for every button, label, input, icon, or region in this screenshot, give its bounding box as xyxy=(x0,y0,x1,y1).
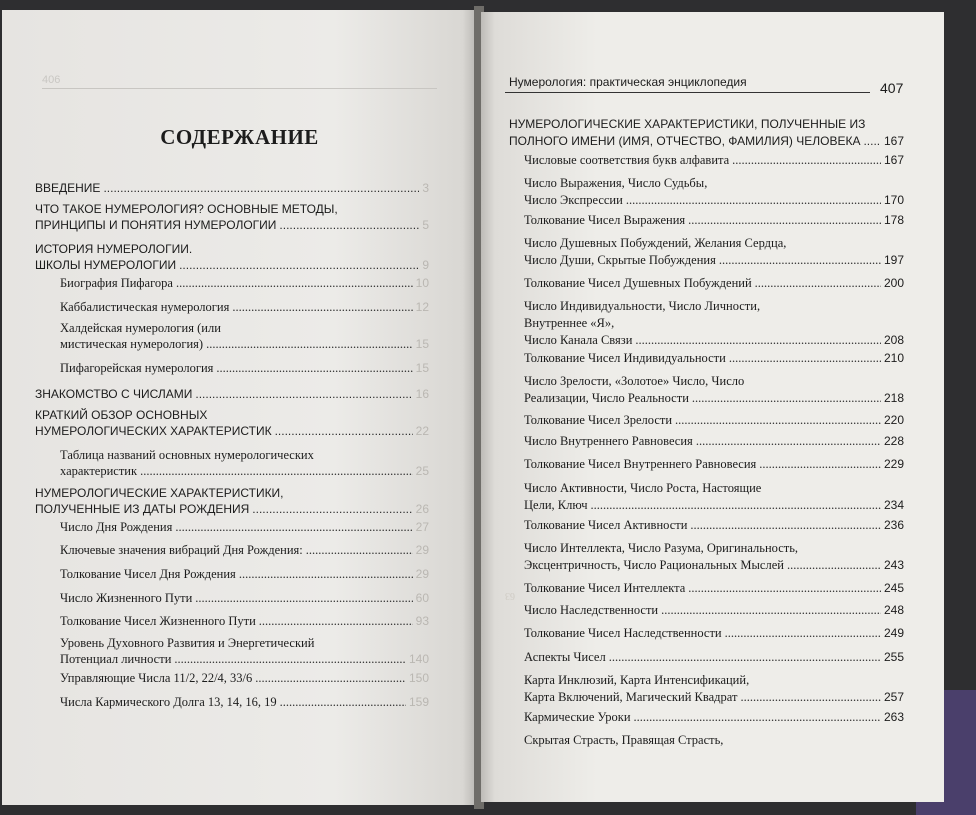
dot-leader xyxy=(174,651,406,667)
toc-entry-text: Карта Инклюзий, Карта Интенсификаций, xyxy=(524,673,750,687)
toc-entry xyxy=(60,670,429,686)
toc-entry xyxy=(524,709,904,726)
toc-entry-text: Число Дня Рождения xyxy=(60,520,173,534)
toc-page-number: 9 xyxy=(422,258,429,272)
toc-entry-text: Число Души, Скрытые Побуждения xyxy=(524,253,716,267)
toc-entry-text: Уровень Духовного Развития и Энергетический xyxy=(60,636,315,650)
dot-leader xyxy=(206,336,413,352)
toc-entry xyxy=(524,580,904,597)
toc-entry xyxy=(35,386,429,402)
show-through-rule xyxy=(42,78,437,89)
show-through-page-number: 406 xyxy=(42,74,61,86)
toc-entry-text: Толкование Чисел Интеллекта xyxy=(524,581,686,595)
dot-leader xyxy=(275,423,413,439)
toc-page-number: 22 xyxy=(415,424,429,438)
toc-entry-text: НУМЕРОЛОГИЧЕСКИЕ ХАРАКТЕРИСТИКИ, xyxy=(35,486,284,500)
toc-entry-text: Число Активности, Число Роста, Настоящие xyxy=(524,481,762,495)
dot-leader xyxy=(759,456,881,473)
dot-leader xyxy=(216,360,412,376)
dot-leader xyxy=(787,557,881,574)
toc-entry-text: ПОЛУЧЕННЫЕ ИЗ ДАТЫ РОЖДЕНИЯ xyxy=(35,502,250,516)
toc-entry-text: Число Канала Связи xyxy=(524,333,633,347)
dot-leader xyxy=(176,275,413,291)
right-page xyxy=(481,12,944,802)
toc-entry xyxy=(60,299,429,315)
toc-entry-text: Ключевые значения вибраций Дня Рождения: xyxy=(60,543,303,557)
toc-entry xyxy=(524,275,904,292)
toc-entry-text: Числовые соответствия букв алфавита xyxy=(524,153,730,167)
toc-entry-text: Число Душевных Побуждений, Желания Сердца, xyxy=(524,236,787,250)
toc-entry-text: Кармические Уроки xyxy=(524,710,631,724)
toc-entry-text: ВВЕДЕНИЕ xyxy=(35,181,101,195)
dot-leader xyxy=(232,299,412,315)
dot-leader xyxy=(719,252,881,269)
dot-leader xyxy=(179,257,419,273)
toc-entry xyxy=(524,175,904,209)
toc-page-number: 178 xyxy=(883,213,904,227)
toc-entry-text: Толкование Чисел Наследственности xyxy=(524,626,722,640)
toc-entry-text: Управляющие Числа 11/2, 22/4, 33/6 xyxy=(60,671,253,685)
toc-page-number: 29 xyxy=(415,567,429,581)
toc-entry-text: ПОЛНОГО ИМЕНИ (ИМЯ, ОТЧЕСТВО, ФАМИЛИЯ) ЧЕЛОВЕКА xyxy=(509,134,861,148)
toc-page-number: 27 xyxy=(415,520,429,534)
toc-entry-text: Числа Кармического Долга 13, 14, 16, 19 xyxy=(60,695,277,709)
dot-leader xyxy=(661,602,881,619)
toc-entry xyxy=(60,635,429,667)
dot-leader xyxy=(195,590,412,606)
toc-page-number: 5 xyxy=(422,218,429,232)
dot-leader xyxy=(103,180,419,196)
dot-leader xyxy=(626,192,881,209)
toc-entry-text: Число Наследственности xyxy=(524,603,659,617)
toc-entry xyxy=(60,566,429,582)
dot-leader xyxy=(195,386,412,402)
toc-entry-text: ЧТО ТАКОЕ НУМЕРОЛОГИЯ? ОСНОВНЫЕ МЕТОДЫ, xyxy=(35,202,338,216)
toc-entry xyxy=(524,350,904,367)
toc-page-number: 234 xyxy=(883,498,904,512)
toc-page-number: 150 xyxy=(408,671,429,685)
toc-entry-text: Халдейская нумерология (или xyxy=(60,321,221,335)
toc-entry xyxy=(524,732,904,749)
toc-page-number: 263 xyxy=(883,710,904,724)
toc-page-number: 210 xyxy=(883,351,904,365)
dot-leader xyxy=(740,689,881,706)
toc-entry-text: Толкование Чисел Дня Рождения xyxy=(60,567,236,581)
toc-entry xyxy=(509,116,904,150)
toc-entry xyxy=(524,625,904,642)
toc-entry-text: Карта Включений, Магический Квадрат xyxy=(524,690,738,704)
toc-page-number: 140 xyxy=(408,652,429,666)
toc-entry xyxy=(60,542,429,558)
toc-entry-text: Толкование Чисел Активности xyxy=(524,518,688,532)
toc-entry xyxy=(60,694,429,710)
toc-entry xyxy=(524,373,904,407)
toc-entry-text: Таблица названий основных нумерологических xyxy=(60,448,314,462)
toc-entry-text: мистическая нумерология) xyxy=(60,337,204,351)
dot-leader xyxy=(688,580,881,597)
dot-leader xyxy=(252,501,412,517)
toc-entry-text: Биография Пифагора xyxy=(60,276,173,290)
toc-entry xyxy=(60,320,429,352)
toc-page-number: 229 xyxy=(883,457,904,471)
toc-page-number: 228 xyxy=(883,434,904,448)
toc-entry-text: Число Выражения, Число Судьбы, xyxy=(524,176,708,190)
dot-leader xyxy=(609,649,881,666)
toc-entry-text: Каббалистическая нумерология xyxy=(60,300,230,314)
dot-leader xyxy=(690,517,881,534)
toc-entry-text: Число Внутреннего Равновесия xyxy=(524,434,693,448)
toc-page-number: 249 xyxy=(883,626,904,640)
toc-page-number: 245 xyxy=(883,581,904,595)
toc-page-number: 159 xyxy=(408,695,429,709)
dot-leader xyxy=(696,433,881,450)
contents-title: СОДЕРЖАНИЕ xyxy=(160,125,319,149)
toc-entry-text: Толкование Чисел Жизненного Пути xyxy=(60,614,256,628)
toc-entry-text: Эксцентричность, Число Рациональных Мыслей xyxy=(524,558,784,572)
toc-entry xyxy=(524,412,904,429)
toc-entry-text: Толкование Чисел Внутреннего Равновесия xyxy=(524,457,757,471)
dot-leader xyxy=(688,212,881,229)
dot-leader xyxy=(306,542,413,558)
toc-page-number: 15 xyxy=(415,337,429,351)
toc-page-number: 167 xyxy=(883,153,904,167)
dot-leader xyxy=(675,412,881,429)
toc-entry-text: Цели, Ключ xyxy=(524,498,588,512)
toc-entry-text: НУМЕРОЛОГИЧЕСКИХ ХАРАКТЕРИСТИК xyxy=(35,424,272,438)
toc-entry-text: ШКОЛЫ НУМЕРОЛОГИИ xyxy=(35,258,177,272)
toc-entry-text: Толкование Чисел Индивидуальности xyxy=(524,351,726,365)
dot-leader xyxy=(140,463,413,479)
toc-page-number: 255 xyxy=(883,650,904,664)
toc-page-number: 26 xyxy=(415,502,429,516)
toc-page-number: 236 xyxy=(883,518,904,532)
left-page xyxy=(2,10,477,805)
show-through-mark: 63 xyxy=(505,590,515,601)
dot-leader xyxy=(725,625,881,642)
toc-entry xyxy=(60,613,429,629)
toc-entry xyxy=(524,672,904,706)
toc-entry xyxy=(60,360,429,376)
toc-entry-text: Толкование Чисел Душевных Побуждений xyxy=(524,276,752,290)
toc-entry-text: Число Экспрессии xyxy=(524,193,623,207)
dot-leader xyxy=(280,694,406,710)
toc-entry-text: Потенциал личности xyxy=(60,652,172,666)
toc-page-number: 200 xyxy=(883,276,904,290)
toc-page-number: 243 xyxy=(883,558,904,572)
running-head: Нумерология: практическая энциклопедия xyxy=(509,75,747,89)
toc-entry xyxy=(524,235,904,269)
dot-leader xyxy=(239,566,413,582)
toc-page-number: 248 xyxy=(883,603,904,617)
toc-entry xyxy=(35,201,429,233)
toc-entry-text: Скрытая Страсть, Правящая Страсть, xyxy=(524,733,724,747)
toc-entry-text: НУМЕРОЛОГИЧЕСКИЕ ХАРАКТЕРИСТИКИ, ПОЛУЧЕННЫЕ ИЗ xyxy=(509,117,866,131)
toc-entry xyxy=(524,649,904,666)
toc-page-number: 25 xyxy=(415,464,429,478)
toc-entry-text: Толкование Чисел Выражения xyxy=(524,213,686,227)
toc-page-number: 60 xyxy=(415,591,429,605)
toc-entry-text: Аспекты Чисел xyxy=(524,650,606,664)
toc-entry-text: Число Индивидуальности, Число Личности, xyxy=(524,299,761,313)
toc-page-number: 12 xyxy=(415,300,429,314)
toc-entry-text: Число Жизненного Пути xyxy=(60,591,193,605)
toc-page-number: 15 xyxy=(415,361,429,375)
toc-entry xyxy=(524,152,904,169)
toc-entry-text: Число Интеллекта, Число Разума, Оригинальность, xyxy=(524,541,799,555)
dot-leader xyxy=(863,133,881,150)
toc-entry xyxy=(524,602,904,619)
toc-entry xyxy=(35,485,429,517)
toc-entry xyxy=(35,241,429,273)
toc-entry-text: ЗНАКОМСТВО С ЧИСЛАМИ xyxy=(35,387,193,401)
toc-page-number: 16 xyxy=(415,387,429,401)
toc-page-number: 197 xyxy=(883,253,904,267)
dot-leader xyxy=(635,332,881,349)
toc-entry-text: Внутреннее «Я», xyxy=(524,316,615,330)
toc-page-number: 93 xyxy=(415,614,429,628)
toc-entry xyxy=(524,540,904,574)
toc-entry-text: Пифагорейская нумерология xyxy=(60,361,214,375)
page-number: 407 xyxy=(880,80,904,96)
toc-entry xyxy=(60,275,429,291)
toc-entry xyxy=(35,407,429,439)
dot-leader xyxy=(732,152,881,169)
dot-leader xyxy=(755,275,881,292)
toc-page-number: 170 xyxy=(883,193,904,207)
dot-leader xyxy=(259,613,413,629)
toc-entry xyxy=(524,298,904,349)
running-head-rule xyxy=(505,92,870,93)
toc-entry xyxy=(524,480,904,514)
toc-entry xyxy=(524,433,904,450)
toc-page-number: 3 xyxy=(422,181,429,195)
toc-page-number: 218 xyxy=(883,391,904,405)
dot-leader xyxy=(692,390,881,407)
toc-entry xyxy=(60,447,429,479)
toc-page-number: 29 xyxy=(415,543,429,557)
toc-entry xyxy=(524,517,904,534)
toc-page-number: 10 xyxy=(415,276,429,290)
toc-entry-text: Реализации, Число Реальности xyxy=(524,391,689,405)
dot-leader xyxy=(279,217,419,233)
toc-entry-text: ПРИНЦИПЫ И ПОНЯТИЯ НУМЕРОЛОГИИ xyxy=(35,218,277,232)
toc-entry-text: характеристик xyxy=(60,464,138,478)
dot-leader xyxy=(634,709,881,726)
toc-entry xyxy=(524,212,904,229)
toc-entry xyxy=(524,456,904,473)
dot-leader xyxy=(729,350,881,367)
toc-entry xyxy=(60,519,429,535)
toc-entry-text: КРАТКИЙ ОБЗОР ОСНОВНЫХ xyxy=(35,408,208,422)
dot-leader xyxy=(590,497,880,514)
toc-page-number: 208 xyxy=(883,333,904,347)
toc-entry-text: Число Зрелости, «Золотое» Число, Число xyxy=(524,374,745,388)
toc-page-number: 167 xyxy=(883,134,904,148)
toc-entry-text: ИСТОРИЯ НУМЕРОЛОГИИ. xyxy=(35,242,193,256)
toc-entry xyxy=(60,590,429,606)
dot-leader xyxy=(255,670,406,686)
toc-entry xyxy=(35,180,429,196)
toc-page-number: 220 xyxy=(883,413,904,427)
toc-entry-text: Толкование Чисел Зрелости xyxy=(524,413,673,427)
dot-leader xyxy=(175,519,412,535)
toc-page-number: 257 xyxy=(883,690,904,704)
